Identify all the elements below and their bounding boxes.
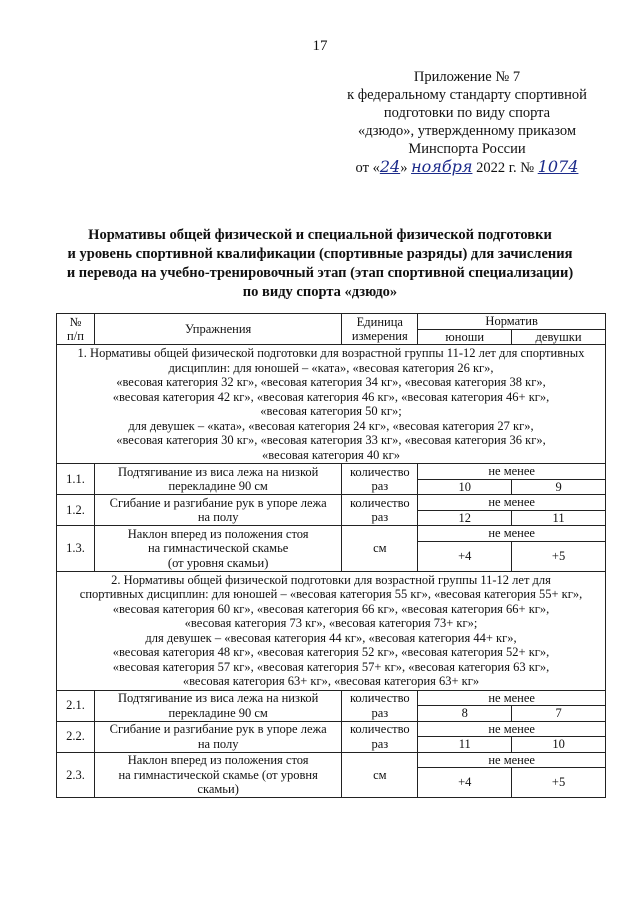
handwritten-month: ноября (411, 157, 473, 176)
section-line: 2. Нормативы общей физической подготовки для возрастной группы 11-12 лет для (111, 572, 551, 587)
section-line: 1. Нормативы общей физической подготовки для возрастной группы 11-12 лет для спортивных (77, 346, 585, 360)
title-line: Нормативы общей физической и специальной физической подготовки (88, 227, 552, 243)
row-num: 1.3. (57, 526, 95, 572)
section-row (57, 345, 606, 464)
appendix-line: Приложение № 7 (413, 69, 521, 85)
row-female-value: 9 (512, 479, 606, 495)
row-exercise (94, 721, 341, 752)
section-heading (57, 571, 606, 690)
row-female-value: +5 (512, 541, 606, 571)
header-num (57, 314, 95, 345)
row-norm-note: не менее (418, 752, 606, 768)
row-male-value: 11 (418, 737, 512, 753)
header-norm: Норматив (418, 314, 606, 330)
section-row (57, 571, 606, 690)
exercise-line: перекладине 90 см (168, 705, 268, 720)
row-female-value: 10 (512, 737, 606, 753)
row-female-value: 11 (512, 510, 606, 526)
row-unit: см (342, 526, 418, 572)
row-male-value: 10 (418, 479, 512, 495)
exercise-line: на полу (197, 510, 239, 524)
table-row (57, 495, 606, 511)
unit-line: раз (371, 479, 389, 493)
row-exercise (94, 690, 341, 721)
exercise-line: (от уровня скамьи) (167, 555, 269, 570)
appendix-line: «дзюдо», утвержденному приказом (358, 123, 576, 139)
unit-line: количество (349, 722, 410, 736)
row-unit (342, 690, 418, 721)
appendix-line: к федеральному стандарту спортивной (347, 87, 587, 103)
exercise-line: Сгибание и разгибание рук в упоре лежа (109, 495, 327, 510)
row-norm-note: не менее (418, 721, 606, 737)
header-unit (342, 314, 418, 345)
exercise-line: скамьи) (197, 782, 239, 796)
header-exercise: Упражнения (94, 314, 341, 345)
exercise-line: Сгибание и разгибание рук в упоре лежа (109, 722, 327, 736)
unit-line: количество (349, 691, 410, 705)
row-num: 2.1. (57, 690, 95, 721)
table-row (57, 752, 606, 768)
table-row (57, 464, 606, 480)
section-line: для девушек – «весовая категория 44 кг», «весовая категория 44+ кг», (145, 630, 517, 645)
section-line: дисциплин: для юношей – «ката», «весовая категория 26 кг», (168, 360, 494, 375)
header-male: юноши (418, 329, 512, 345)
row-unit (342, 495, 418, 526)
row-male-value: +4 (418, 541, 512, 571)
section-line: «весовая категория 32 кг», «весовая категория 34 кг», «весовая категория 38 кг», (116, 375, 546, 389)
appendix-line: подготовки по виду спорта (383, 105, 551, 121)
section-heading (57, 345, 606, 464)
row-male-value: +4 (418, 768, 512, 798)
unit-line: раз (371, 510, 389, 524)
section-line: «весовая категория 60 кг», «весовая категория 66 кг», «весовая категория 66+ кг», (112, 601, 550, 616)
row-male-value: 12 (418, 510, 512, 526)
title-line: по виду спорта «дзюдо» (242, 284, 398, 300)
year-text: 2022 г. № (476, 160, 535, 176)
exercise-line: Подтягивание из виса лежа на низкой (117, 691, 319, 705)
section-line: «весовая категория 57 кг», «весовая категория 57+ кг», «весовая категория 63 кг», (112, 659, 550, 674)
unit-line: раз (371, 736, 389, 751)
row-exercise (94, 752, 341, 798)
row-exercise (94, 495, 341, 526)
row-num: 2.2. (57, 721, 95, 752)
row-unit (342, 464, 418, 495)
order-date-line (332, 158, 602, 177)
table-row (57, 690, 606, 706)
title-line: и уровень спортивной квалификации (спортивные разряды) для зачисления (67, 246, 573, 262)
row-exercise (94, 464, 341, 495)
norms-table (56, 313, 606, 798)
unit-line: количество (349, 495, 410, 510)
header-unit-line: измерения (351, 329, 408, 343)
exercise-line: на гимнастической скамье (от уровня (118, 767, 318, 782)
table-row (57, 526, 606, 542)
row-unit: см (342, 752, 418, 798)
unit-line: количество (349, 464, 410, 479)
header-unit-line: Единица (356, 314, 403, 329)
handwritten-order-number: 1074 (537, 157, 579, 176)
section-line: для девушек – «ката», «весовая категория 24 кг», «весовая категория 27 кг», (128, 418, 534, 433)
table-row (57, 721, 606, 737)
exercise-line: на полу (197, 736, 239, 751)
appendix-line: Минспорта России (408, 141, 526, 157)
date-mid: » (400, 160, 408, 176)
section-line: «весовая категория 50 кг»; (260, 404, 402, 418)
exercise-line: Наклон вперед из положения стоя (127, 526, 309, 541)
section-line: «весовая категория 42 кг», «весовая категория 46 кг», «весовая категория 46+ кг», (112, 389, 550, 404)
row-num: 2.3. (57, 752, 95, 798)
row-female-value: 7 (512, 706, 606, 722)
title-line: и перевода на учебно-тренировочный этап (этап спортивной специализации) (66, 265, 574, 281)
row-male-value: 8 (418, 706, 512, 722)
section-line: «весовая категория 40 кг» (262, 447, 400, 462)
date-prefix: от « (355, 160, 380, 176)
section-line: «весовая категория 30 кг», «весовая категория 33 кг», «весовая категория 36 кг», (116, 433, 546, 447)
header-num-line: № (69, 314, 82, 329)
section-line: «весовая категория 73 кг», «весовая категория 73+ кг»; (184, 616, 478, 630)
row-norm-note: не менее (418, 495, 606, 511)
section-line: «весовая категория 63+ кг», «весовая категория 63+ кг» (182, 674, 480, 688)
header-female: девушки (512, 329, 606, 345)
unit-line: раз (371, 705, 389, 720)
section-line: «весовая категория 48 кг», «весовая категория 52 кг», «весовая категория 52+ кг», (112, 645, 550, 659)
row-num: 1.1. (57, 464, 95, 495)
page-number: 17 (312, 38, 328, 54)
row-norm-note: не менее (418, 690, 606, 706)
table-header-row (57, 314, 606, 330)
document-title (40, 226, 600, 302)
row-num: 1.2. (57, 495, 95, 526)
section-line: спортивных дисциплин: для юношей – «весовая категория 55 кг», «весовая категория 55+ кг», (79, 587, 583, 601)
row-unit (342, 721, 418, 752)
exercise-line: Наклон вперед из положения стоя (127, 753, 309, 767)
header-num-line: п/п (67, 329, 84, 343)
row-exercise (94, 526, 341, 572)
row-female-value: +5 (512, 768, 606, 798)
row-norm-note: не менее (418, 526, 606, 542)
handwritten-day: 24 (379, 157, 401, 176)
appendix-header (332, 68, 602, 177)
row-norm-note: не менее (418, 464, 606, 480)
exercise-line: Подтягивание из виса лежа на низкой (117, 464, 319, 479)
exercise-line: перекладине 90 см (168, 479, 268, 493)
exercise-line: на гимнастической скамье (147, 541, 289, 555)
